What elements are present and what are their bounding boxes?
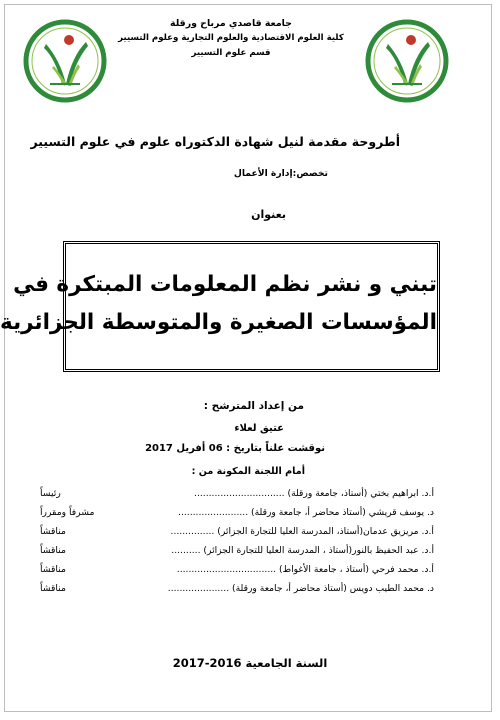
- list-item: [40, 564, 434, 583]
- list-item: [40, 545, 434, 564]
- committee-role: مشرفاً ومقرراً: [40, 507, 95, 518]
- thesis-statement: أطروحة مقدمة لنيل شهادة الدكتوراه علوم في علوم التسيير: [30, 134, 400, 149]
- committee-member: د. يوسف قريشي (أستاذ محاضر أ، جامعة ورقلة) ........................: [178, 507, 434, 518]
- list-item: [40, 583, 434, 602]
- university-emblem-icon: [364, 18, 450, 104]
- thesis-title-line-1: تبني و نشر نظم المعلومات المبتكرة في: [13, 272, 437, 297]
- committee-list: [40, 488, 434, 602]
- committee-role: مناقشاً: [40, 564, 66, 575]
- defense-date: نوقشت علناً بتاريخ : 06 أفريل 2017: [145, 443, 325, 454]
- candidate-name: عتيق لعلاء: [234, 423, 284, 434]
- list-item: [40, 488, 434, 507]
- committee-role: مناقشاً: [40, 545, 66, 556]
- list-item: [40, 507, 434, 526]
- thesis-title-box: [0, 241, 440, 372]
- thesis-title-line-2: المؤسسات الصغيرة والمتوسطة الجزائرية: [0, 310, 437, 335]
- committee-member: أ.د. محمد فرحي (أستاذ ، جامعة الأغواط) ..................................: [176, 564, 434, 575]
- university-name: جامعة قاصدي مرباح ورقلة: [170, 18, 292, 29]
- academic-year: السنة الجامعية 2016-2017: [172, 656, 328, 670]
- committee-role: مناقشاً: [40, 583, 66, 594]
- university-emblem-icon: [22, 18, 108, 104]
- prepared-by-label: من إعداد المترشح :: [203, 400, 304, 412]
- committee-member: أ.د. عبد الحفيظ بالنور(أستاذ ، المدرسة العليا للتجارة الجزائر) ..........: [171, 545, 434, 556]
- committee-member: أ.د. مريزيق عدمان(أستاذ، المدرسة العليا للتجارة الجزائر) ...............: [170, 526, 434, 537]
- committee-member: أ.د. ابراهيم بختي (أستاذ، جامعة ورقلة) ...............................: [194, 488, 434, 499]
- specialization: تخصص:إدارة الأعمال: [233, 168, 328, 179]
- titled-label: بعنوان: [251, 208, 286, 221]
- committee-role: مناقشاً: [40, 526, 66, 537]
- list-item: [40, 526, 434, 545]
- committee-member: د. محمد الطيب دويس (أستاذ محاضر أ، جامعة ورقلة) .....................: [167, 583, 434, 594]
- committee-label: أمام اللجنة المكونة من :: [191, 466, 305, 477]
- committee-role: رئيساً: [40, 488, 61, 499]
- faculty-name: كلية العلوم الاقتصادية والعلوم التجارية وعلوم التسيير: [118, 33, 344, 43]
- institution-header: [115, 16, 347, 61]
- department-name: قسم علوم التسيير: [191, 48, 271, 58]
